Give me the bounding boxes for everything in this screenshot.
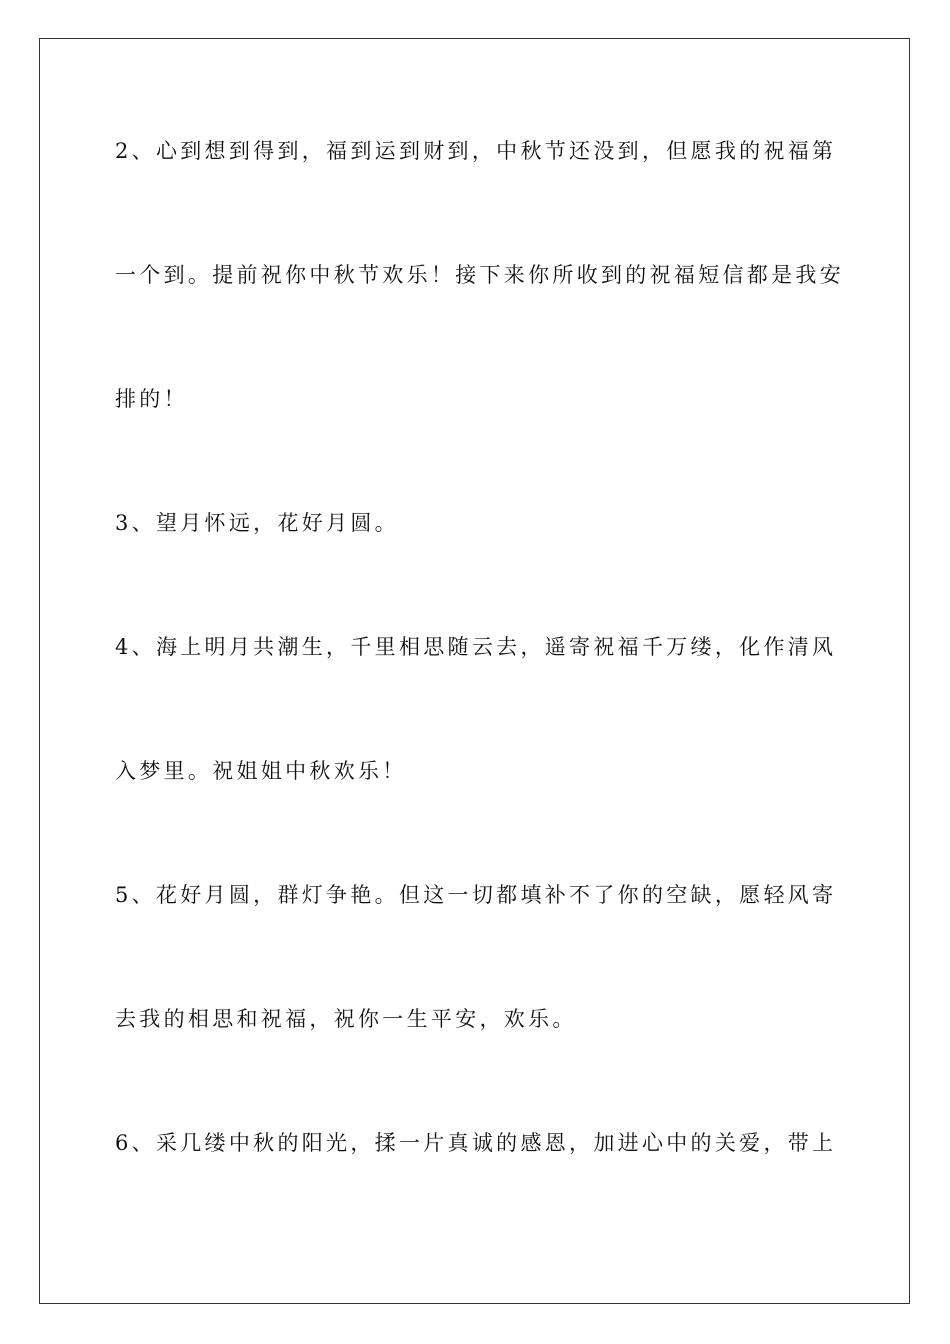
text-line: 4、海上明月共潮生，千里相思随云去，遥寄祝福千万缕，化作清风 bbox=[115, 635, 837, 659]
text-line: 排的！ bbox=[115, 387, 188, 411]
text-line: 去我的相思和祝福，祝你一生平安，欢乐。 bbox=[115, 1007, 577, 1031]
text-line: 入梦里。祝姐姐中秋欢乐！ bbox=[115, 759, 407, 783]
text-line: 2、心到想到得到，福到运到财到，中秋节还没到，但愿我的祝福第 bbox=[115, 139, 837, 163]
text-line: 3、望月怀远，花好月圆。 bbox=[115, 511, 399, 535]
text-line: 6、采几缕中秋的阳光，揉一片真诚的感恩，加进心中的关爱，带上 bbox=[115, 1131, 837, 1155]
page-frame bbox=[39, 38, 910, 1304]
text-line: 一个到。提前祝你中秋节欢乐！接下来你所收到的祝福短信都是我安 bbox=[115, 263, 844, 287]
text-line: 5、花好月圆，群灯争艳。但这一切都填补不了你的空缺，愿轻风寄 bbox=[115, 883, 837, 907]
